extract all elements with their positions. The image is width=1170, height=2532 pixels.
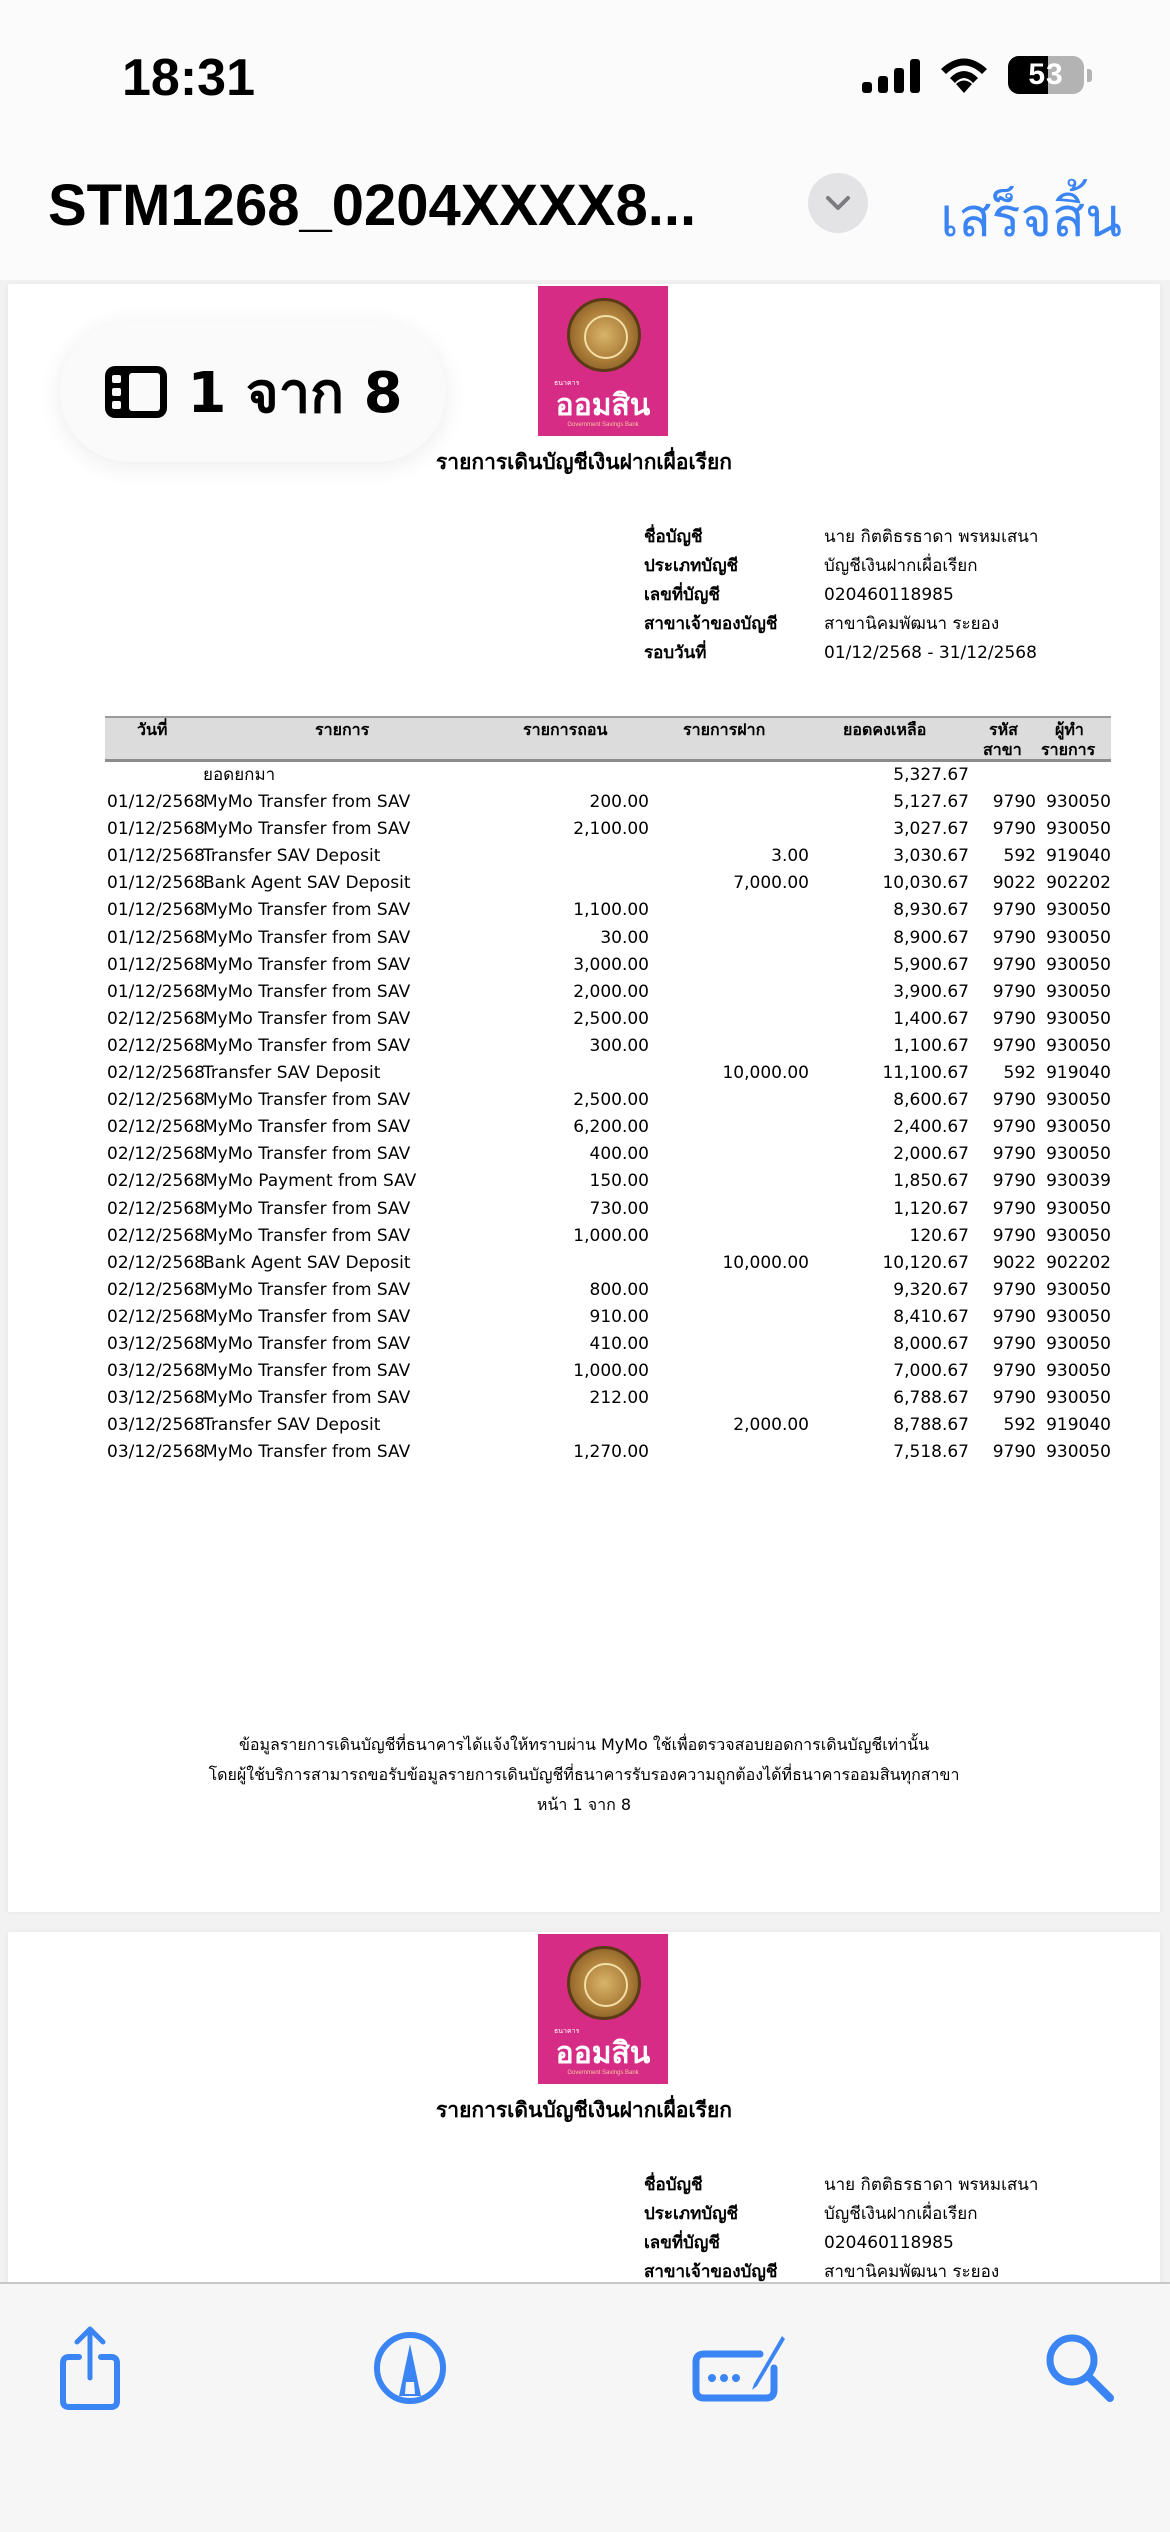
row-branch-code: 9790 <box>992 927 1036 948</box>
row-branch-code: 9790 <box>992 1306 1036 1327</box>
account-branch-row: สาขาเจ้าของบัญชี สาขานิคมพัฒนา ระยอง <box>644 614 1000 634</box>
table-row <box>105 1412 1111 1439</box>
row-date: 02/12/2568 <box>107 1171 205 1192</box>
table-row <box>105 1006 1111 1033</box>
bank-seal-icon <box>567 298 641 372</box>
row-deposit: 10,000.00 <box>722 1252 809 1273</box>
row-balance: 8,788.67 <box>893 1415 969 1436</box>
row-teller-id: 919040 <box>1046 1415 1111 1436</box>
row-date: 01/12/2568 <box>107 819 205 840</box>
header-description: รายการ <box>315 720 370 739</box>
table-header <box>105 716 1111 762</box>
row-description: MyMo Payment from SAV <box>203 1171 417 1192</box>
row-balance: 11,100.67 <box>882 1063 969 1084</box>
row-date: 01/12/2568 <box>107 873 205 894</box>
row-description: MyMo Transfer from SAV <box>203 1008 411 1029</box>
brought-forward-row: ยอดยกมา 5,327.67 <box>203 765 969 785</box>
row-branch-code: 592 <box>1003 1063 1036 1084</box>
bottom-toolbar <box>0 2282 1170 2532</box>
row-date: 01/12/2568 <box>107 981 205 1002</box>
row-branch-code: 9790 <box>992 1117 1036 1138</box>
table-row <box>105 1196 1111 1223</box>
row-branch-code: 9790 <box>992 1442 1036 1463</box>
bank-brand-name: ออมสิน <box>555 2036 651 2071</box>
row-withdrawal: 2,500.00 <box>573 1090 649 1111</box>
done-button[interactable]: เสร็จสิ้น <box>940 186 1122 249</box>
row-withdrawal: 212.00 <box>589 1388 649 1409</box>
row-balance: 3,030.67 <box>893 846 969 867</box>
row-branch-code: 9790 <box>992 1388 1036 1409</box>
table-row <box>105 1358 1111 1385</box>
row-withdrawal: 2,100.00 <box>573 819 649 840</box>
row-teller-id: 930039 <box>1046 1171 1111 1192</box>
status-bar <box>0 0 1170 140</box>
table-row <box>105 816 1111 843</box>
row-balance: 6,788.67 <box>893 1388 969 1409</box>
row-description: MyMo Transfer from SAV <box>203 927 411 948</box>
row-teller-id: 930050 <box>1046 1442 1111 1463</box>
row-deposit: 3.00 <box>771 846 809 867</box>
footer-disclaimer-2: โดยผู้ใช้บริการสามารถขอรับข้อมูลรายการเดินบัญชีที่ธนาคารรับรองความถูกต้องได้ที่ธนาคารออมสินทุกสาขา <box>208 1765 960 1784</box>
row-description: MyMo Transfer from SAV <box>203 1279 411 1300</box>
row-description: MyMo Transfer from SAV <box>203 1361 411 1382</box>
row-description: Transfer SAV Deposit <box>203 1415 381 1436</box>
row-branch-code: 9790 <box>992 1333 1036 1354</box>
row-withdrawal: 1,100.00 <box>573 900 649 921</box>
row-teller-id: 930050 <box>1046 1361 1111 1382</box>
row-withdrawal: 200.00 <box>589 792 649 813</box>
row-description: Bank Agent SAV Deposit <box>203 1252 411 1273</box>
table-row <box>105 1114 1111 1141</box>
row-description: MyMo Transfer from SAV <box>203 1035 411 1056</box>
row-withdrawal: 910.00 <box>589 1306 649 1327</box>
table-row <box>105 979 1111 1006</box>
signature-icon <box>690 2332 790 2404</box>
row-teller-id: 902202 <box>1046 1252 1111 1273</box>
markup-pen-icon <box>372 2330 448 2406</box>
markup-button[interactable] <box>360 2318 460 2418</box>
row-balance: 1,400.67 <box>893 1008 969 1029</box>
row-teller-id: 930050 <box>1046 954 1111 975</box>
row-teller-id: 930050 <box>1046 1225 1111 1246</box>
row-date: 01/12/2568 <box>107 900 205 921</box>
row-balance: 3,027.67 <box>893 819 969 840</box>
row-date: 03/12/2568 <box>107 1361 205 1382</box>
table-row <box>105 1141 1111 1168</box>
wifi-icon <box>938 56 990 94</box>
header-withdrawal: รายการถอน <box>523 720 608 739</box>
row-date: 03/12/2568 <box>107 1442 205 1463</box>
status-icons <box>862 56 1092 94</box>
table-body <box>105 762 1111 1466</box>
row-date: 02/12/2568 <box>107 1306 205 1327</box>
row-withdrawal: 1,270.00 <box>573 1442 649 1463</box>
row-teller-id: 930050 <box>1046 900 1111 921</box>
status-time: 18:31 <box>122 49 255 107</box>
row-branch-code: 9790 <box>992 1198 1036 1219</box>
chevron-down-icon <box>825 195 851 211</box>
table-row <box>105 897 1111 924</box>
row-description: MyMo Transfer from SAV <box>203 954 411 975</box>
row-date: 01/12/2568 <box>107 792 205 813</box>
table-row <box>105 1033 1111 1060</box>
row-balance: 120.67 <box>909 1225 969 1246</box>
row-withdrawal: 150.00 <box>589 1171 649 1192</box>
row-balance: 7,518.67 <box>893 1442 969 1463</box>
table-row <box>105 789 1111 816</box>
share-icon <box>55 2323 125 2413</box>
header-teller-1: ผู้ทำ <box>1055 720 1084 739</box>
row-branch-code: 9790 <box>992 900 1036 921</box>
row-description: MyMo Transfer from SAV <box>203 1144 411 1165</box>
row-branch-code: 9790 <box>992 792 1036 813</box>
row-teller-id: 930050 <box>1046 1008 1111 1029</box>
row-balance: 8,410.67 <box>893 1306 969 1327</box>
row-date: 02/12/2568 <box>107 1279 205 1300</box>
row-branch-code: 9790 <box>992 954 1036 975</box>
row-teller-id: 930050 <box>1046 819 1111 840</box>
row-branch-code: 9790 <box>992 1090 1036 1111</box>
row-balance: 3,900.67 <box>893 981 969 1002</box>
row-branch-code: 9790 <box>992 1279 1036 1300</box>
row-balance: 8,000.67 <box>893 1333 969 1354</box>
share-button[interactable] <box>40 2318 140 2418</box>
row-balance: 8,930.67 <box>893 900 969 921</box>
row-date: 02/12/2568 <box>107 1225 205 1246</box>
row-description: MyMo Transfer from SAV <box>203 819 411 840</box>
row-description: MyMo Transfer from SAV <box>203 1090 411 1111</box>
row-balance: 8,600.67 <box>893 1090 969 1111</box>
row-description: Bank Agent SAV Deposit <box>203 873 411 894</box>
table-row <box>105 1168 1111 1195</box>
statement-title: รายการเดินบัญชีเงินฝากเผื่อเรียก <box>436 450 732 474</box>
header-teller-2: รายการ <box>1041 740 1096 759</box>
header-date: วันที่ <box>137 720 168 739</box>
row-balance: 10,030.67 <box>882 873 969 894</box>
row-teller-id: 919040 <box>1046 1063 1111 1084</box>
row-teller-id: 930050 <box>1046 1117 1111 1138</box>
bank-seal-icon <box>567 1946 641 2020</box>
row-balance: 1,100.67 <box>893 1035 969 1056</box>
row-withdrawal: 400.00 <box>589 1144 649 1165</box>
row-balance: 1,850.67 <box>893 1171 969 1192</box>
row-teller-id: 930050 <box>1046 1035 1111 1056</box>
title-menu-button[interactable] <box>808 173 868 233</box>
row-description: MyMo Transfer from SAV <box>203 900 411 921</box>
account-info <box>644 522 1038 667</box>
table-row <box>105 1250 1111 1277</box>
row-description: MyMo Transfer from SAV <box>203 1388 411 1409</box>
table-row <box>105 843 1111 870</box>
row-deposit: 2,000.00 <box>733 1415 809 1436</box>
table-row <box>105 870 1111 897</box>
row-date: 02/12/2568 <box>107 1008 205 1029</box>
row-branch-code: 9790 <box>992 1144 1036 1165</box>
row-date: 02/12/2568 <box>107 1063 205 1084</box>
row-date: 01/12/2568 <box>107 954 205 975</box>
row-withdrawal: 800.00 <box>589 1279 649 1300</box>
row-balance: 5,127.67 <box>893 792 969 813</box>
row-description: MyMo Transfer from SAV <box>203 1198 411 1219</box>
row-withdrawal: 410.00 <box>589 1333 649 1354</box>
statement-period-row: รอบวันที่ 01/12/2568 - 31/12/2568 <box>644 642 1037 663</box>
header-branch-2: สาขา <box>983 740 1022 759</box>
row-teller-id: 930050 <box>1046 981 1111 1002</box>
table-row <box>105 1087 1111 1114</box>
row-teller-id: 930050 <box>1046 1090 1111 1111</box>
row-date: 02/12/2568 <box>107 1144 205 1165</box>
fill-sign-button[interactable] <box>690 2318 790 2418</box>
row-description: Transfer SAV Deposit <box>203 846 381 867</box>
footer-page-number: หน้า 1 จาก 8 <box>536 1795 632 1814</box>
row-branch-code: 9022 <box>992 1252 1036 1273</box>
header-branch-1: รหัส <box>989 720 1018 739</box>
table-row <box>105 1385 1111 1412</box>
statement-title: รายการเดินบัญชีเงินฝากเผื่อเรียก <box>436 2098 732 2122</box>
row-date: 03/12/2568 <box>107 1333 205 1354</box>
row-branch-code: 9790 <box>992 1171 1036 1192</box>
row-balance: 5,900.67 <box>893 954 969 975</box>
row-branch-code: 9790 <box>992 1361 1036 1382</box>
battery-icon <box>1008 56 1092 94</box>
row-withdrawal: 30.00 <box>600 927 649 948</box>
row-description: MyMo Transfer from SAV <box>203 792 411 813</box>
battery-percent: 53 <box>1028 58 1064 91</box>
row-date: 01/12/2568 <box>107 846 205 867</box>
statement-footer <box>8 1730 1160 1820</box>
row-withdrawal: 1,000.00 <box>573 1361 649 1382</box>
row-teller-id: 930050 <box>1046 1306 1111 1327</box>
row-balance: 10,120.67 <box>882 1252 969 1273</box>
table-row <box>105 952 1111 979</box>
table-row <box>105 1223 1111 1250</box>
row-description: MyMo Transfer from SAV <box>203 1442 411 1463</box>
row-branch-code: 592 <box>1003 1415 1036 1436</box>
row-description: Transfer SAV Deposit <box>203 1063 381 1084</box>
bank-logo: ธนาคาร ออมสิน Government Savings Bank <box>538 1934 668 2084</box>
row-deposit: 7,000.00 <box>733 873 809 894</box>
row-balance: 2,400.67 <box>893 1117 969 1138</box>
row-description: MyMo Transfer from SAV <box>203 1333 411 1354</box>
row-balance: 8,900.67 <box>893 927 969 948</box>
header-balance: ยอดคงเหลือ <box>843 720 927 739</box>
transaction-table <box>105 716 1111 1466</box>
row-branch-code: 9022 <box>992 873 1036 894</box>
cellular-signal-icon <box>862 57 920 93</box>
table-row <box>105 925 1111 952</box>
row-withdrawal: 730.00 <box>589 1198 649 1219</box>
header-deposit: รายการฝาก <box>683 720 766 739</box>
row-withdrawal: 300.00 <box>589 1035 649 1056</box>
table-row <box>105 1331 1111 1358</box>
page-indicator[interactable] <box>60 322 446 462</box>
row-date: 02/12/2568 <box>107 1035 205 1056</box>
bank-logo: ธนาคาร ออมสิน Government Savings Bank <box>538 286 668 436</box>
row-teller-id: 930050 <box>1046 1144 1111 1165</box>
table-row <box>105 1304 1111 1331</box>
row-withdrawal: 1,000.00 <box>573 1225 649 1246</box>
row-branch-code: 9790 <box>992 1035 1036 1056</box>
row-teller-id: 930050 <box>1046 792 1111 813</box>
row-branch-code: 9790 <box>992 1008 1036 1029</box>
navigation-bar <box>0 140 1170 280</box>
row-teller-id: 930050 <box>1046 1333 1111 1354</box>
row-withdrawal: 2,500.00 <box>573 1008 649 1029</box>
row-date: 01/12/2568 <box>107 927 205 948</box>
row-teller-id: 902202 <box>1046 873 1111 894</box>
table-row <box>105 1439 1111 1466</box>
row-date: 02/12/2568 <box>107 1252 205 1273</box>
row-date: 03/12/2568 <box>107 1388 205 1409</box>
row-withdrawal: 3,000.00 <box>573 954 649 975</box>
table-row <box>105 1277 1111 1304</box>
account-number-row: เลขที่บัญชี 020460118985 <box>644 584 954 605</box>
row-branch-code: 9790 <box>992 1225 1036 1246</box>
row-date: 03/12/2568 <box>107 1415 205 1436</box>
row-date: 02/12/2568 <box>107 1198 205 1219</box>
search-icon <box>1042 2330 1118 2406</box>
row-date: 02/12/2568 <box>107 1117 205 1138</box>
row-description: MyMo Transfer from SAV <box>203 1225 411 1246</box>
row-balance: 9,320.67 <box>893 1279 969 1300</box>
row-date: 02/12/2568 <box>107 1090 205 1111</box>
row-description: MyMo Transfer from SAV <box>203 981 411 1002</box>
row-branch-code: 9790 <box>992 819 1036 840</box>
row-teller-id: 930050 <box>1046 927 1111 948</box>
account-info: ชื่อบัญชี นาย กิตติธรธาดา พรหมเสนา ประเภทบัญชี บัญชีเงินฝากเผื่อเรียก เลขที่บัญชี 020460118985 สาขาเจ้าของบัญชี สาขานิคมพัฒนา ระยอง <box>644 2175 1039 2282</box>
row-teller-id: 930050 <box>1046 1388 1111 1409</box>
row-balance: 2,000.67 <box>893 1144 969 1165</box>
row-branch-code: 592 <box>1003 846 1036 867</box>
row-description: MyMo Transfer from SAV <box>203 1117 411 1138</box>
sidebar-thumbnails-icon <box>103 364 169 420</box>
row-balance: 7,000.67 <box>893 1361 969 1382</box>
row-balance: 1,120.67 <box>893 1198 969 1219</box>
document-title[interactable]: STM1268_0204XXXX8... <box>48 173 697 238</box>
row-withdrawal: 6,200.00 <box>573 1117 649 1138</box>
table-row <box>105 1060 1111 1087</box>
row-teller-id: 930050 <box>1046 1198 1111 1219</box>
row-withdrawal: 2,000.00 <box>573 981 649 1002</box>
row-teller-id: 930050 <box>1046 1279 1111 1300</box>
search-button[interactable] <box>1030 2318 1130 2418</box>
row-branch-code: 9790 <box>992 981 1036 1002</box>
page-indicator-text: 1 จาก 8 <box>187 360 403 426</box>
row-deposit: 10,000.00 <box>722 1063 809 1084</box>
row-description: MyMo Transfer from SAV <box>203 1306 411 1327</box>
account-type-row: ประเภทบัญชี บัญชีเงินฝากเผื่อเรียก <box>644 556 978 576</box>
pdf-page-1 <box>8 284 1160 1912</box>
account-name-row: ชื่อบัญชี นาย กิตติธรธาดา พรหมเสนา <box>644 527 1039 547</box>
bank-brand-name: ออมสิน <box>555 388 651 423</box>
footer-disclaimer-1: ข้อมูลรายการเดินบัญชีที่ธนาคารได้แจ้งให้ทราบผ่าน MyMo ใช้เพื่อตรวจสอบยอดการเดินบัญชีเท่านั้น <box>238 1735 930 1754</box>
row-teller-id: 919040 <box>1046 846 1111 867</box>
